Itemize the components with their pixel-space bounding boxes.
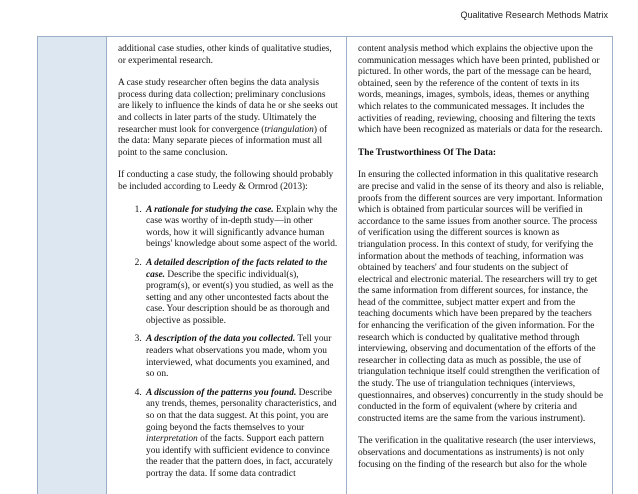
paragraph: The verification in the qualitative research (the user interviews, observations and documentations as instruments) is not only focusing on the finding of the research but also for the whole — [358, 436, 596, 470]
matrix-table — [37, 36, 613, 494]
section-heading: The Trustworthiness Of The Data: — [358, 147, 497, 158]
case-study-list — [118, 205, 338, 481]
paragraph: In ensuring the collected information in this qualitative research are precise and valid in the sense of its theory and also is reliable, proofs from the different sources are very important. Information which is obtained from particular sources will be verified in accordance to the same issues from another source. The process of verification using the different sources is known as triangulation process. In this context of study, for verifying the information about the methods of teaching, information was obtained by teachers' and four students on the subject of electrical and electronic material. The researchers will try to get the same information from different sources, for instance, the head of the committee, subject matter expert and from the teaching documents which have been prepared by the teachers for enhancing the verification of the given information. For the research which is conducted by qualitative method through interviewing, observing and documentation of the efforts of the researcher in collecting data as much as possible, the use of triangulation technique itself could strengthen the verification of the study. The use of triangulation techniques (interviews, questionnaires, and observes) concurrently in the study should be conducted in the form of equivalent (where by criteria and constructed items are the same from the various instrument). — [358, 170, 604, 424]
paragraph: additional case studies, other kinds of qualitative studies, or experimental research. — [118, 44, 332, 66]
paragraph: content analysis method which explains the objective upon the communication messages which have been printed, published or pictured. In other words, the part of the message can be heard, obtained, seen by the reference of the content of texts in its words, meanings, images, symbols, ideas, themes or anything which relates to the communicated messages. It includes the activities of reading, reviewing, choosing and filtering the texts which have been recognized as materials or data for the research. — [358, 44, 603, 136]
row-header-cell — [38, 37, 107, 494]
list-item: 3. A description of the data you collected. Tell your readers what observations you made, whom you interviewed, what documents you examined, and so on. — [144, 334, 338, 380]
right-text-cell — [348, 37, 612, 494]
paragraph: A case study researcher often begins the data analysis process during data collection; preliminary conclusions are likely to influence the kinds of data he or she seeks out and collects in later parts of the study. Ultimately the researcher must look for convergence (triangulation) of the data: Many separate pieces of information must all point to the same conclusion. — [118, 78, 338, 158]
paragraph: If conducting a case study, the following should probably be included according to Leedy & Ormrod (2013): — [118, 170, 334, 192]
left-text-cell — [107, 37, 347, 494]
list-item: 1. A rationale for studying the case. Explain why the case was worthy of in-depth study—in other words, how it will significantly advance human beings' knowledge about some aspect of the world. — [144, 205, 338, 251]
list-item: 2. A detailed description of the facts related to the case. Describe the specific individual(s), program(s), or event(s) you studied, as well as the setting and any other uncontested facts about the case. Your description should be as thorough and objective as possible. — [144, 258, 338, 328]
list-item: 4. A discussion of the patterns you found. Describe any trends, themes, personality characteristics, and so on that the data suggest. At this point, you are going beyond the facts themselves to your interpretation of the facts. Support each pattern you identify with sufficient evidence to convince the reader that the pattern does, in fact, accurately portray the data. If some data contradict — [144, 388, 338, 481]
document-header: Qualitative Research Methods Matrix — [460, 10, 608, 20]
